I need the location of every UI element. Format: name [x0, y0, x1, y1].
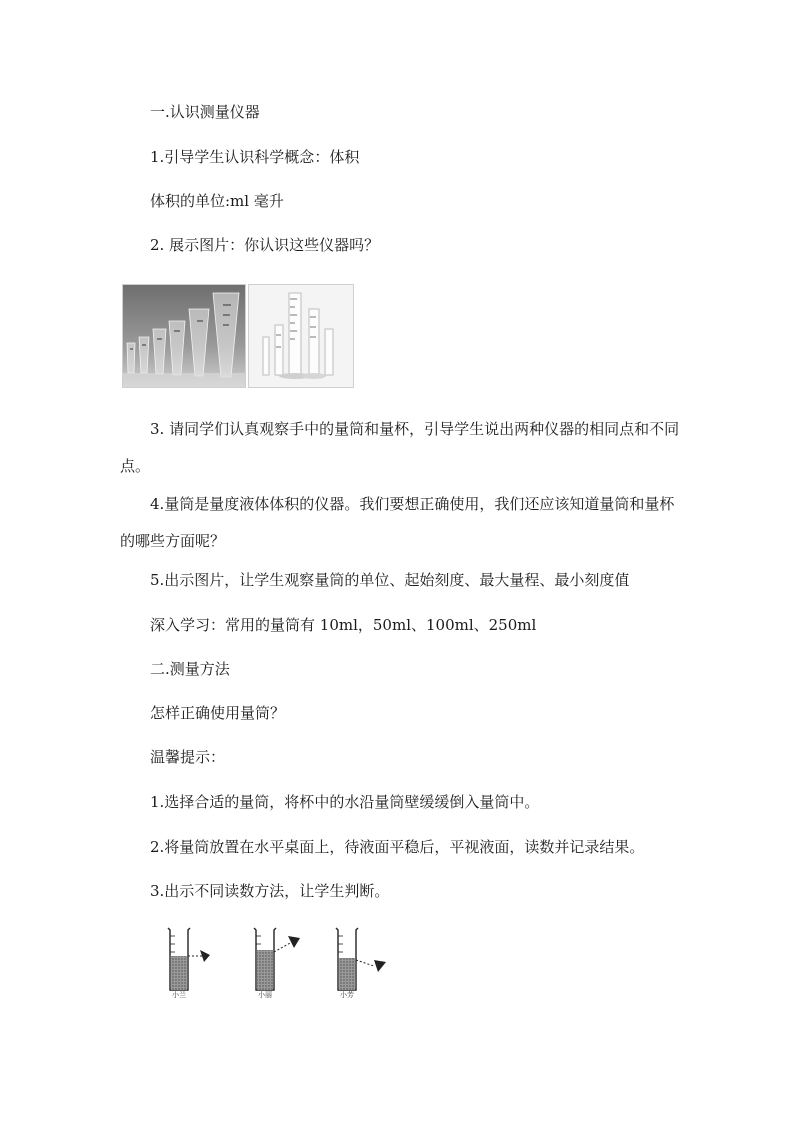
graduated-cylinders-photo: [248, 284, 354, 388]
item1-text: 1.引导学生认识科学概念：体积: [150, 148, 360, 166]
tip1-text: 1.选择合适的量筒，将杯中的水沿量筒壁缓缓倒入量筒中。: [150, 793, 540, 811]
label-xiaolan: 小兰: [172, 991, 186, 998]
section2-heading: 二.测量方法: [150, 660, 230, 678]
instrument-photos: [122, 284, 352, 388]
measuring-cups-photo: [122, 284, 246, 388]
study-text: 深入学习：常用的量筒有 10ml，50ml、100ml、250ml: [150, 616, 537, 634]
cylinder-xiaofang: [336, 928, 386, 998]
question-text: 怎样正确使用量筒？: [150, 704, 286, 722]
section1-heading: 一.认识测量仪器: [150, 103, 260, 121]
tip3-text: 3.出示不同读数方法，让学生判断。: [150, 882, 390, 900]
item3-paragraph: 3. 请同学们认真观察手中的量筒和量杯，引导学生说出两种仪器的相同点和不同点。: [120, 420, 680, 475]
item2-text: 2. 展示图片：你认识这些仪器吗？: [150, 236, 380, 254]
cylinder-xiaoli: [254, 928, 300, 998]
label-xiaofang: 小芳: [340, 991, 354, 998]
label-xiaoli: 小丽: [258, 991, 272, 998]
tip2-text: 2.将量筒放置在水平桌面上，待液面平稳后，平视液面，读数并记录结果。: [150, 838, 645, 856]
item5-text: 5.出示图片，让学生观察量筒的单位、起始刻度、最大量程、最小刻度值: [150, 571, 630, 589]
reading-methods-figure: [160, 922, 400, 998]
tips-title: 温馨提示：: [150, 748, 226, 766]
cylinder-xiaolan: [168, 928, 210, 998]
item4-paragraph: 4.量筒是量度液体体积的仪器。我们要想正确使用，我们还应该知道量筒和量杯的哪些方面呢？: [120, 495, 675, 550]
unit-text: 体积的单位:ml 毫升: [150, 192, 284, 210]
